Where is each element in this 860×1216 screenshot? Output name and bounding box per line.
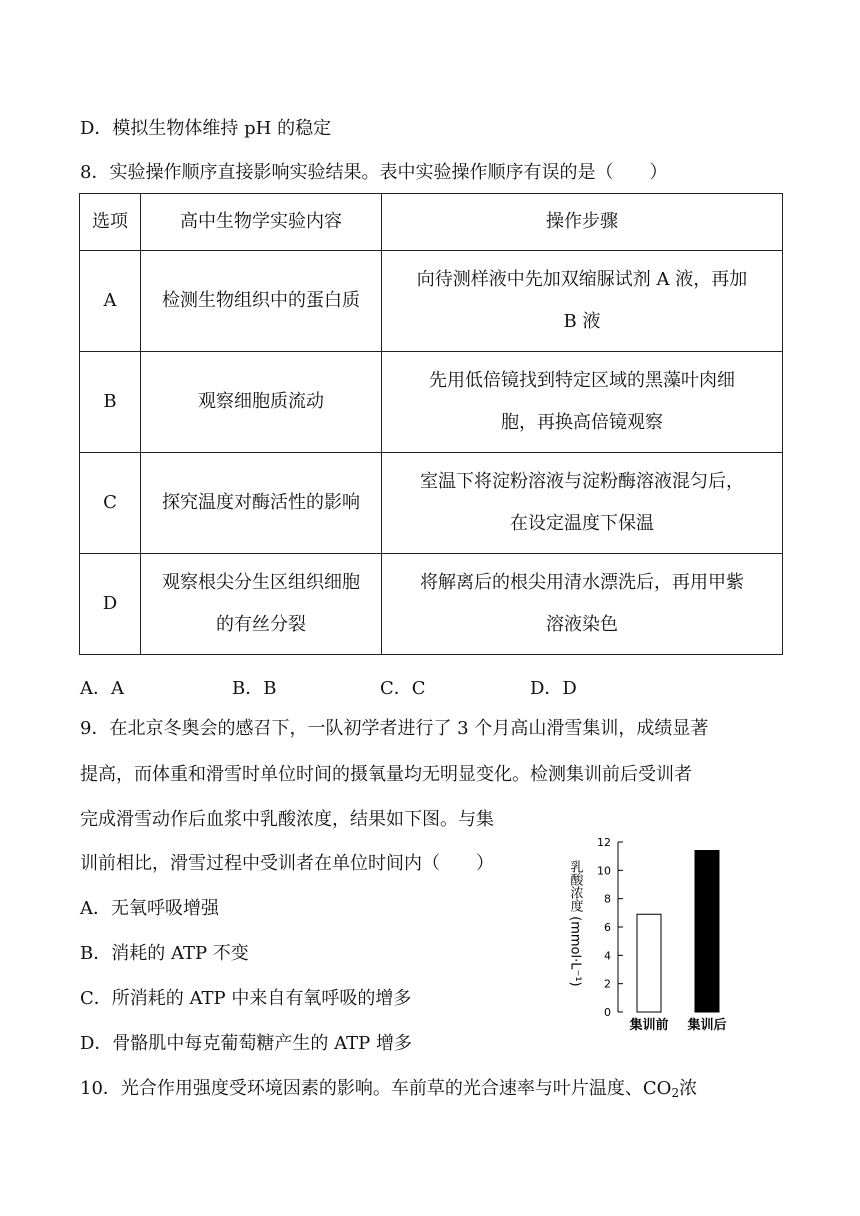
y-tick-label: 4 <box>604 949 611 963</box>
table-row <box>80 453 783 554</box>
row-content-line: 观察细胞质流动 <box>198 391 324 412</box>
table-row <box>80 554 783 655</box>
row-steps-line: B 液 <box>563 311 601 332</box>
q10-subscript: 2 <box>671 1086 680 1100</box>
row-steps-line: 向待测样液中先加双缩脲试剂 A 液，再加 <box>416 269 748 290</box>
chart-bars <box>637 851 719 1013</box>
q9-stem-line-3: 完成滑雪动作后血浆中乳酸浓度，结果如下图。与集 <box>80 809 494 830</box>
q9-option-b[interactable]: B．消耗的 ATP 不变 <box>80 943 249 964</box>
q8-answer-options <box>80 674 680 699</box>
chart-ticks <box>597 836 623 1019</box>
row-option: B <box>80 352 141 453</box>
table-header-row <box>80 194 783 251</box>
bar <box>695 851 719 1013</box>
row-option: D <box>80 554 141 655</box>
q8-option-a[interactable]: A．A <box>80 678 124 699</box>
row-content <box>141 453 382 554</box>
q9-stem-line-4: 训前相比，滑雪过程中受训者在单位时间内（ ） <box>80 853 494 874</box>
q10-stem-line-1 <box>80 1078 697 1104</box>
q8-stem: 8．实验操作顺序直接影响实验结果。表中实验操作顺序有误的是（ ） <box>80 162 668 183</box>
row-steps-line: 胞，再换高倍镜观察 <box>501 412 663 433</box>
table-row <box>80 251 783 352</box>
q9-stem-line-1: 9．在北京冬奥会的感召下，一队初学者进行了 3 个月高山滑雪集训，成绩显著 <box>80 718 709 739</box>
row-steps-line: 室温下将淀粉溶液与淀粉酶溶液混匀后， <box>420 471 744 492</box>
row-steps <box>382 251 783 352</box>
row-content-line: 检测生物组织中的蛋白质 <box>162 290 360 311</box>
q10-text-b: 浓 <box>679 1078 698 1099</box>
q9-option-c[interactable]: C．所消耗的 ATP 中来自有氧呼吸的增多 <box>80 988 412 1009</box>
header-option: 选项 <box>80 194 141 251</box>
q8-option-d[interactable]: D．D <box>530 678 577 699</box>
row-steps-line: 先用低倍镜找到特定区域的黑藻叶肉细 <box>429 370 735 391</box>
bar <box>637 914 661 1012</box>
x-category-label: 集训前 <box>629 1018 669 1033</box>
y-tick-label: 0 <box>604 1006 611 1019</box>
y-tick-label: 10 <box>597 864 611 878</box>
row-content-line: 的有丝分裂 <box>216 614 306 635</box>
q10-text-a: 10．光合作用强度受环境因素的影响。车前草的光合速率与叶片温度、CO <box>80 1078 672 1099</box>
row-steps-line: 在设定温度下保温 <box>510 513 654 534</box>
q8-table <box>79 193 783 655</box>
y-tick-label: 8 <box>604 892 611 906</box>
table-row <box>80 352 783 453</box>
row-content-line: 观察根尖分生区组织细胞 <box>162 572 360 593</box>
row-steps <box>382 453 783 554</box>
row-option: C <box>80 453 141 554</box>
row-content-line: 探究温度对酶活性的影响 <box>162 492 360 513</box>
row-content <box>141 554 382 655</box>
x-category-label: 集训后 <box>687 1018 727 1033</box>
row-steps-line: 溶液染色 <box>546 614 618 635</box>
q8-option-b[interactable]: B．B <box>232 678 277 699</box>
row-steps <box>382 554 783 655</box>
chart-y-axis-label: 乳酸浓度 (mmol·L⁻¹) <box>567 860 583 987</box>
row-content <box>141 251 382 352</box>
header-steps: 操作步骤 <box>382 194 783 251</box>
row-steps-line: 将解离后的根尖用清水漂洗后，再用甲紫 <box>420 572 744 593</box>
row-option: A <box>80 251 141 352</box>
chart-category-labels <box>629 1017 726 1033</box>
header-content: 高中生物学实验内容 <box>141 194 382 251</box>
y-tick-label: 2 <box>604 977 611 991</box>
q7-option-d: D．模拟生物体维持 pH 的稳定 <box>80 118 332 139</box>
row-steps <box>382 352 783 453</box>
q8-option-c[interactable]: C．C <box>380 678 426 699</box>
q9-stem-line-2: 提高，而体重和滑雪时单位时间的摄氧量均无明显变化。检测集训前后受训者 <box>80 764 692 785</box>
y-tick-label: 12 <box>597 836 611 849</box>
q9-option-d[interactable]: D．骨骼肌中每克葡萄糖产生的 ATP 增多 <box>80 1033 413 1054</box>
y-tick-label: 6 <box>604 921 611 934</box>
row-content <box>141 352 382 453</box>
lactate-bar-chart <box>565 830 745 1045</box>
q9-option-a[interactable]: A．无氧呼吸增强 <box>80 898 219 919</box>
